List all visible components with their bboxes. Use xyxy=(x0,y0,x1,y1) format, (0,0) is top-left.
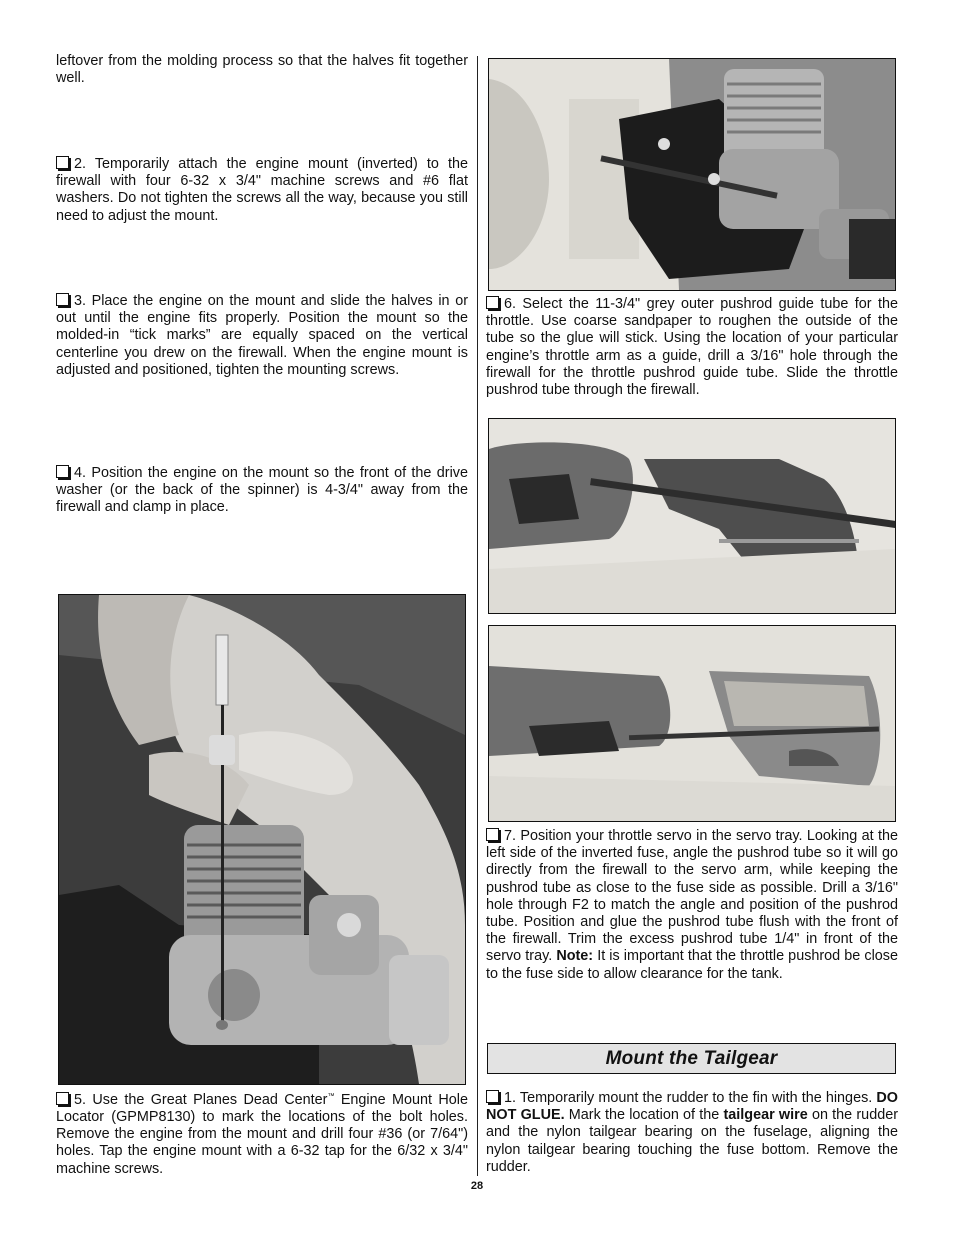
step-7-text-start: 7. Position your throttle servo in the servo tray. Looking at the left side of the inverted fuse, angle the pushrod tube so it will go directly from the firewall to the servo arm, while keeping the pushrod tube as close to the fuse side as possible. Drill a 3/16" hole through F2 to match the angle and position of the pushrod tube. Position and glue the pushrod tube flush with the front of the firewall. Trim the excess pushrod tube 1/4" in front of the servo tray. xyxy=(486,828,898,965)
engine-on-mount-photo xyxy=(488,58,896,291)
step-7-paragraph xyxy=(486,828,898,983)
intro-paragraph: leftover from the molding process so that the halves fit together well. xyxy=(56,53,468,87)
step-4-paragraph xyxy=(56,465,468,517)
tailgear-step-1-paragraph xyxy=(486,1090,898,1176)
step-4-text: 4. Position the engine on the mount so the front of the drive washer (or the back of the spinner) is 4-3/4" away from the firewall and clamp in place. xyxy=(56,465,468,516)
checkbox-icon[interactable] xyxy=(56,1092,69,1105)
checkbox-icon[interactable] xyxy=(486,1090,499,1103)
do-not-glue-label: DO NOT GLUE. xyxy=(486,1090,898,1124)
step-6-paragraph xyxy=(486,296,898,399)
page-number: 28 xyxy=(470,1180,484,1192)
note-label: Note: xyxy=(556,948,594,965)
step-6-text: 6. Select the 11-3/4" grey outer pushrod guide tube for the throttle. Use coarse sandpaper to roughen the outside of the tube so the glue will stick. Using the location of your particular engine’s throttle arm as a guide, drill a 3/16" hole through the firewall for the throttle pushrod guide tube. Slide the throttle pushrod tube through the firewall. xyxy=(486,296,898,399)
checkbox-icon[interactable] xyxy=(486,828,499,841)
engine-hole-locator-photo xyxy=(58,594,466,1085)
checkbox-icon[interactable] xyxy=(56,293,69,306)
step-2-text: 2. Temporarily attach the engine mount (inverted) to the firewall with four 6-32 x 3/4" machine screws and #6 flat washers. Do not tighten the screws all the way, because you still need to adjust the mount. xyxy=(56,156,468,224)
tailgear-step-1-text-c: on the rudder and the nylon tailgear bearing on the fuselage, aligning the nylon tailgear bearing touching the fuse bottom. Remove the rudder. xyxy=(486,1107,898,1175)
step-5-text-start: 5. Use the Great Planes Dead Center xyxy=(74,1091,328,1108)
checkbox-icon[interactable] xyxy=(486,296,499,309)
step-7-text-end: It is important that the throttle pushrod be close to the fuse side to allow clearance for the tank. xyxy=(486,948,898,982)
fuselage-pushrod-photo-2 xyxy=(488,625,896,822)
step-5-paragraph xyxy=(56,1088,468,1178)
section-title: Mount the Tailgear xyxy=(605,1048,778,1069)
checkbox-icon[interactable] xyxy=(56,156,69,169)
tailgear-step-1-text-b: Mark the location of the xyxy=(564,1107,724,1124)
trademark-symbol: ™ xyxy=(327,1093,335,1100)
step-3-text: 3. Place the engine on the mount and slide the halves in or out until the engine fits properly. Position the mount so the molded-in “tick marks” are equally spaced on the vertical centerline you drew on the firewall. When the engine mount is adjusted and positioned, tighten the mounting screws. xyxy=(56,293,468,378)
column-divider xyxy=(477,56,478,1176)
fuselage-pushrod-photo-1 xyxy=(488,418,896,614)
checkbox-icon[interactable] xyxy=(56,465,69,478)
step-2-paragraph xyxy=(56,156,468,225)
tailgear-wire-label: tailgear wire xyxy=(723,1107,808,1124)
tailgear-step-1-text-a: 1. Temporarily mount the rudder to the fin with the hinges. xyxy=(504,1090,877,1106)
section-header-bar xyxy=(487,1043,896,1074)
step-5-text-end: Engine Mount Hole Locator (GPMP8130) to mark the locations of the bolt holes. Remove the engine from the mount and drill four #36 (or 7/64") holes. Tap the engine mount with a 6-32 tap for the 6/32 x 3/4" machine screws. xyxy=(56,1091,468,1177)
step-3-paragraph xyxy=(56,293,468,379)
